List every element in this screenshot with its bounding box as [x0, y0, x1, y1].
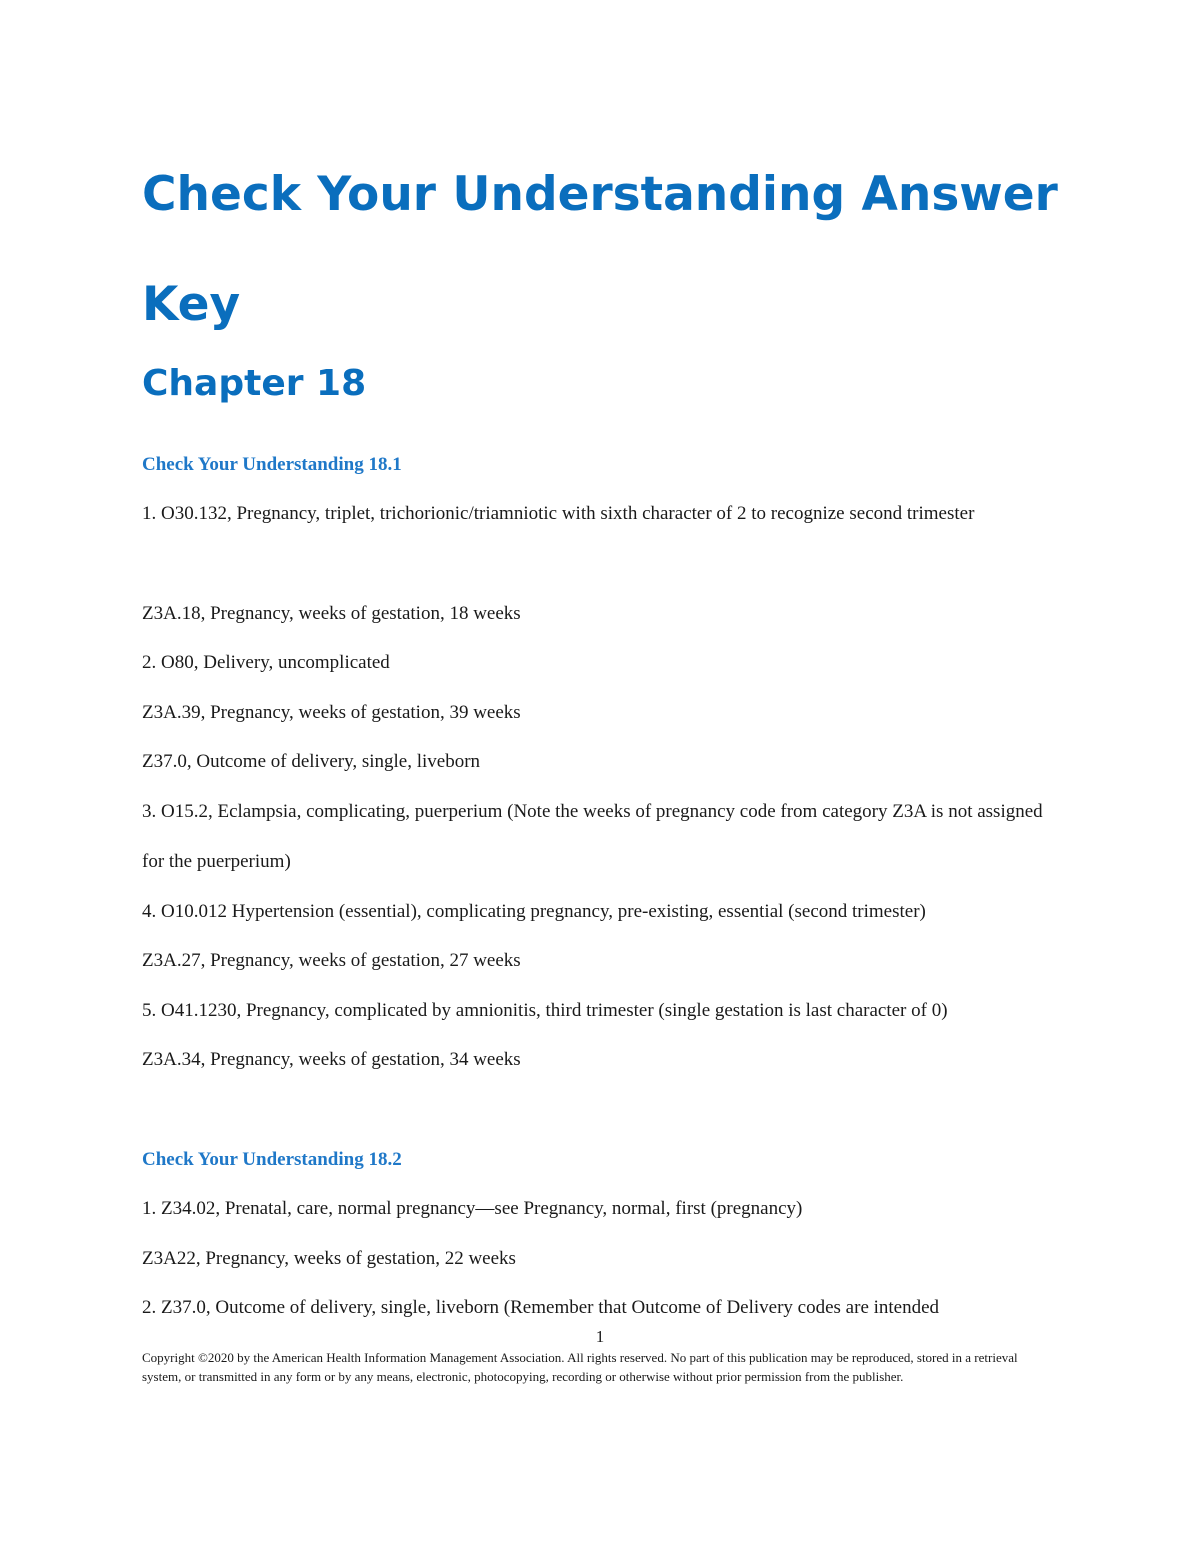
- answer-line: Z3A.27, Pregnancy, weeks of gestation, 27 weeks: [142, 950, 521, 971]
- answer-line: 5. O41.1230, Pregnancy, complicated by amnionitis, third trimester (single gestation is last character of 0): [142, 1000, 948, 1021]
- answer-line: Z37.0, Outcome of delivery, single, liveborn: [142, 751, 481, 772]
- answer-line: 3. O15.2, Eclampsia, complicating, puerperium (Note the weeks of pregnancy code from category Z3A is not assigned for the puerperium): [142, 801, 1043, 872]
- answer-line: Z3A.18, Pregnancy, weeks of gestation, 18 weeks: [142, 603, 521, 624]
- section-heading-18-2: Check Your Understanding 18.2: [142, 1149, 402, 1170]
- answer-line: 2. O80, Delivery, uncomplicated: [142, 652, 390, 673]
- answer-line: Z3A.39, Pregnancy, weeks of gestation, 39 weeks: [142, 702, 521, 723]
- answer-line: 1. Z34.02, Prenatal, care, normal pregnancy—see Pregnancy, normal, first (pregnancy): [142, 1198, 803, 1219]
- answer-line: Z3A22, Pregnancy, weeks of gestation, 22 weeks: [142, 1248, 516, 1269]
- page-number: 1: [595, 1327, 605, 1346]
- copyright-notice: Copyright ©2020 by the American Health Information Management Association. All rights reserved. No part of this publication may be reproduced, stored in a retrieval system, or transmitted in any form or by any means, electronic, photocopying, recording or otherwise without prior permission from the publisher.: [142, 1350, 1018, 1384]
- answer-line: Z3A.34, Pregnancy, weeks of gestation, 34 weeks: [142, 1049, 521, 1070]
- answer-line: 2. Z37.0, Outcome of delivery, single, liveborn (Remember that Outcome of Delivery codes are intended: [142, 1297, 940, 1318]
- chapter-heading: Chapter 18: [142, 363, 367, 404]
- section-heading-18-1: Check Your Understanding 18.1: [142, 454, 402, 475]
- answer-line: 1. O30.132, Pregnancy, triplet, trichorionic/triamniotic with sixth character of 2 to recognize second trimester: [142, 503, 975, 524]
- answer-line: 4. O10.012 Hypertension (essential), complicating pregnancy, pre-existing, essential (second trimester): [142, 901, 926, 922]
- document-title: Check Your Understanding Answer Key: [142, 167, 1058, 332]
